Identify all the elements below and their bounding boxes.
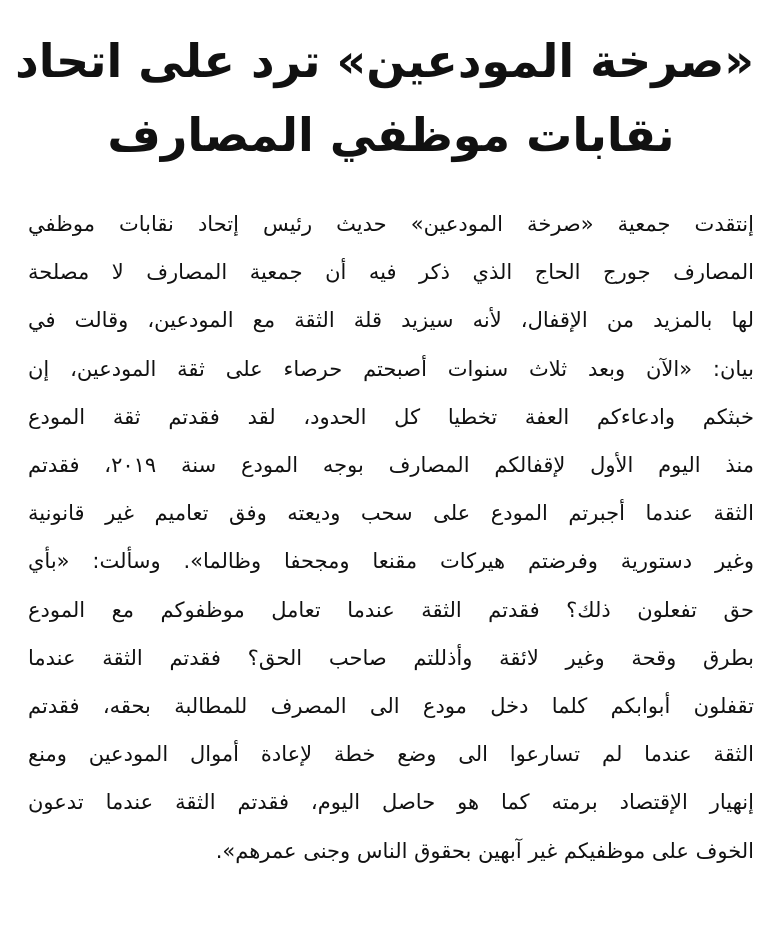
body-line: المصارف جورج الحاج الذي ذكر فيه أن جمعية المصارف لا مصلحة xyxy=(28,260,754,285)
body-line: حق تفعلون ذلك؟ فقدتم الثقة عندما تعامل موظفوكم مع المودع xyxy=(28,597,754,622)
article-body xyxy=(28,200,754,875)
body-line: الثقة عندما أجبرتم المودع على سحب وديعته وفق تعاميم غير قانونية xyxy=(28,501,754,526)
headline-line: نقابات موظفي المصارف xyxy=(107,108,675,162)
body-line: الخوف على موظفيكم غير آبهين بحقوق الناس وجنى عمرهم». xyxy=(215,838,754,863)
body-line: إنهيار الإقتصاد برمته كما هو حاصل اليوم، فقدتم الثقة عندما تدعون xyxy=(28,790,754,815)
body-line: الثقة عندما لم تسارعوا الى وضع خطة لإعادة أموال المودعين ومنع xyxy=(28,742,754,767)
body-line: منذ اليوم الأول لإقفالكم المصارف بوجه المودع سنة ٢٠١٩، فقدتم xyxy=(28,453,754,478)
body-line: وغير دستورية وفرضتم هيركات مقنعا ومجحفا وظالما». وسألت: «بأي xyxy=(28,549,754,574)
body-line: بيان: «الآن وبعد ثلاث سنوات أصبحتم حرصاء على ثقة المودعين، إن xyxy=(28,356,754,381)
body-line: لها بالمزيد من الإقفال، لأنه سيزيد قلة الثقة مع المودعين، وقالت في xyxy=(28,308,754,333)
headline-line: «صرخة المودعين» ترد على اتحاد xyxy=(15,34,754,88)
body-line: خبثكم وادعاءكم العفة تخطيا كل الحدود، لقد فقدتم ثقة المودع xyxy=(28,404,754,429)
article-headline xyxy=(15,24,754,172)
body-line: إنتقدت جمعية «صرخة المودعين» حديث رئيس إتحاد نقابات موظفي xyxy=(28,212,754,236)
body-line: بطرق وقحة وغير لائقة وأذللتم صاحب الحق؟ فقدتم الثقة عندما xyxy=(28,645,754,670)
body-line: تقفلون أبوابكم كلما دخل مودع الى المصرف للمطالبة بحقه، فقدتم xyxy=(28,694,754,719)
